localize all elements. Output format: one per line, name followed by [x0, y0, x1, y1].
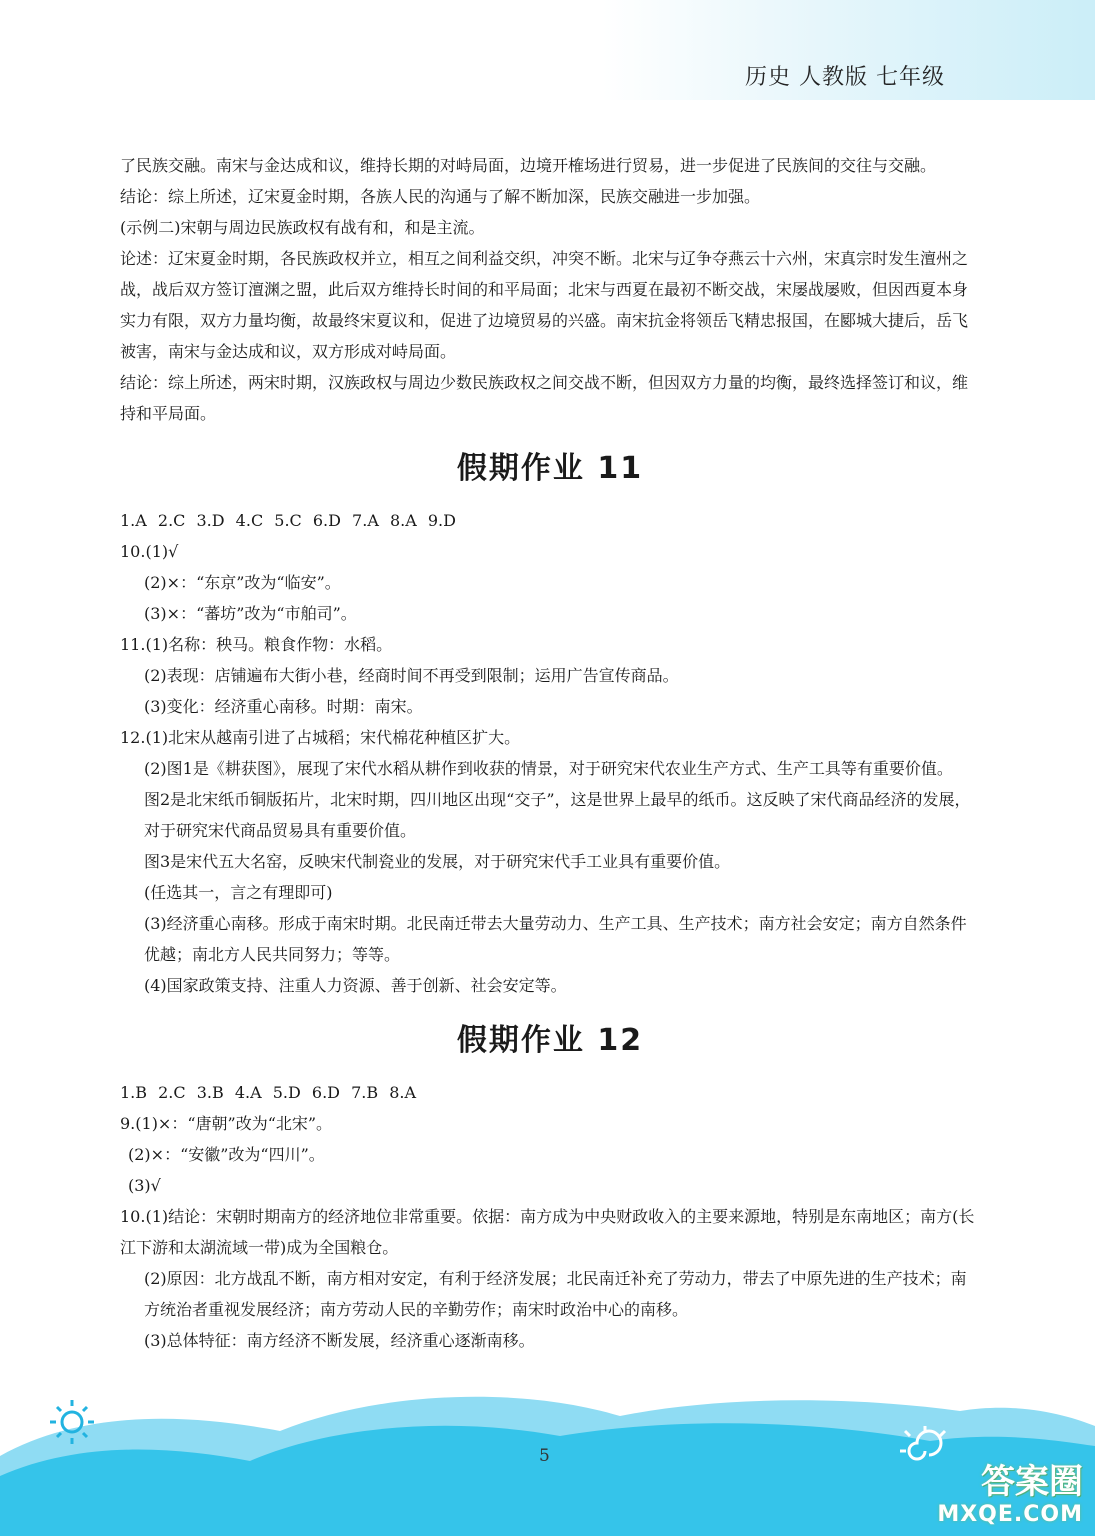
answer-line: 图3是宋代五大名窑，反映宋代制瓷业的发展，对于研究宋代手工业具有重要价值。: [144, 852, 731, 871]
answer-line: (3)经济重心南移。形成于南宋时期。北民南迁带去大量劳动力、生产工具、生产技术；南方社会安定；南方自然条件优越；南北方人民共同努力；等等。: [144, 914, 967, 964]
answer-line: (2)×：“东京”改为“临安”。: [144, 573, 341, 592]
intro-paragraph: (示例二)宋朝与周边民族政权有战有和，和是主流。: [120, 218, 485, 237]
answer-line: (2)图1是《耕获图》，展现了宋代水稻从耕作到收获的情景，对于研究宋代农业生产方式、生产工具等有重要价值。: [144, 759, 953, 778]
answer-line: (2)表现：店铺遍布大街小巷，经商时间不再受到限制；运用广告宣传商品。: [144, 666, 679, 685]
answer-line: (3)总体特征：南方经济不断发展，经济重心逐渐南移。: [144, 1331, 535, 1350]
choice-answers-11: 1.A 2.C 3.D 4.C 5.C 6.D 7.A 8.A 9.D: [120, 511, 456, 530]
intro-paragraph: 论述：辽宋夏金时期，各民族政权并立，相互之间利益交织，冲突不断。北宋与辽争夺燕云十六州，宋真宗时发生澶州之战，战后双方签订澶渊之盟，此后双方维持长时间的和平局面；北宋与西夏在最初不断交战，宋屡战屡败，但因西夏本身实力有限，双方力量均衡，故最终宋夏议和，促进了边境贸易的兴盛。南宋抗金将领岳飞精忠报国，在郾城大捷后，岳飞被害，南宋与金达成和议，双方形成对峙局面。: [120, 249, 969, 361]
answer-line: 9.(1)×：“唐朝”改为“北宋”。: [120, 1114, 333, 1133]
header-title: 历史 人教版 七年级: [745, 65, 945, 90]
answer-line: (任选其一，言之有理即可): [144, 883, 333, 902]
watermark-logo: [913, 1462, 1083, 1536]
answer-line: 12.(1)北宋从越南引进了占城稻；宋代棉花种植区扩大。: [120, 728, 521, 747]
answer-line: 图2是北宋纸币铜版拓片，北宋时期，四川地区出现“交子”，这是世界上最早的纸币。这反映了宋代商品经济的发展，对于研究宋代商品贸易具有重要价值。: [144, 790, 971, 840]
answer-line: 11.(1)名称：秧马。粮食作物：水稻。: [120, 635, 393, 654]
choice-answers-12: 1.B 2.C 3.B 4.A 5.D 6.D 7.B 8.A: [120, 1083, 417, 1102]
answer-line: (3)×：“蕃坊”改为“市舶司”。: [144, 604, 357, 623]
intro-paragraph: 了民族交融。南宋与金达成和议，维持长期的对峙局面，边境开榷场进行贸易，进一步促进了民族间的交往与交融。: [120, 156, 937, 175]
answer-line: (2)原因：北方战乱不断，南方相对安定，有利于经济发展；北民南迁补充了劳动力，带去了中原先进的生产技术；南方统治者重视发展经济；南方劳动人民的辛勤劳作；南宋时政治中心的南移。: [144, 1269, 967, 1319]
watermark-text: 答案圈: [981, 1462, 1083, 1502]
answer-line: 10.(1)√: [120, 542, 179, 561]
watermark-url: MXQE.COM: [937, 1502, 1083, 1527]
answer-line: (3)√: [128, 1176, 161, 1195]
section-title-11: 假期作业 11: [456, 451, 644, 486]
answer-line: (3)变化：经济重心南移。时期：南宋。: [144, 697, 423, 716]
intro-paragraph: 结论：综上所述，两宋时期，汉族政权与周边少数民族政权之间交战不断，但因双方力量的均衡，最终选择签订和议，维持和平局面。: [120, 373, 969, 423]
page-number: 5: [539, 1446, 550, 1466]
intro-paragraph: 结论：综上所述，辽宋夏金时期，各族人民的沟通与了解不断加深，民族交融进一步加强。: [120, 187, 761, 206]
answer-line: (4)国家政策支持、注重人力资源、善于创新、社会安定等。: [144, 976, 567, 995]
answer-line: 10.(1)结论：宋朝时期南方的经济地位非常重要。依据：南方成为中央财政收入的主要来源地，特别是东南地区；南方(长江下游和太湖流域一带)成为全国粮仓。: [120, 1207, 975, 1257]
page-content: [120, 150, 980, 1356]
section-title-12: 假期作业 12: [456, 1023, 644, 1058]
answer-line: (2)×：“安徽”改为“四川”。: [128, 1145, 325, 1164]
